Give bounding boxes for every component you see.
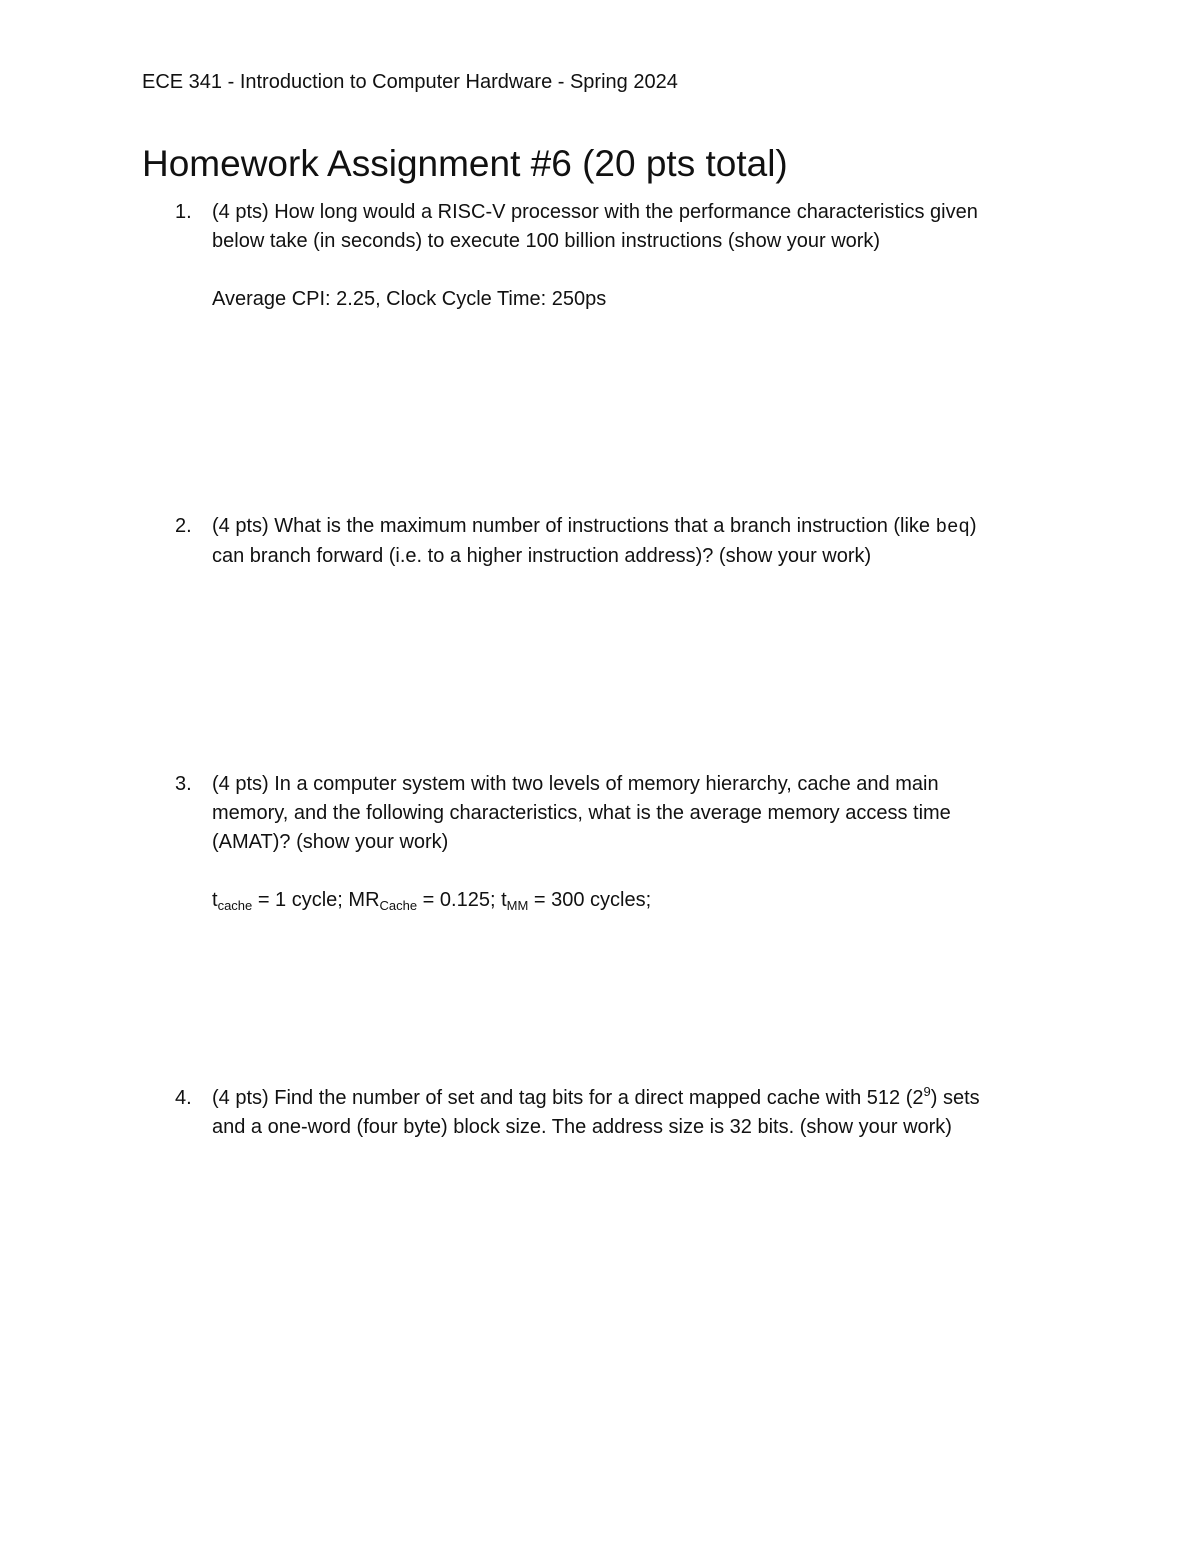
question-line (212, 512, 1072, 542)
course-header: ECE 341 - Introduction to Computer Hardware - Spring 2024 (142, 71, 678, 93)
assignment-title: Homework Assignment #6 (20 pts total) (142, 143, 788, 184)
question-line: (AMAT)? (show your work) (212, 831, 449, 853)
given-text: = 300 cycles; (528, 889, 652, 911)
question-text (212, 1084, 1072, 1142)
given-values (212, 886, 1072, 915)
question-text (212, 770, 1072, 915)
question-text (212, 512, 1072, 571)
given-text: = 1 cycle; MR (252, 889, 380, 911)
given-text: = 0.125; t (417, 889, 507, 911)
question-line (212, 1084, 1072, 1113)
question-line: can branch forward (i.e. to a higher instruction address)? (show your work) (212, 545, 872, 567)
subscript: cache (217, 898, 253, 913)
question-text-segment: (4 pts) What is the maximum number of instructions that a branch instruction (like (212, 515, 936, 537)
question-number: 2. (175, 515, 192, 537)
subscript: Cache (379, 898, 418, 913)
question-line: memory, and the following characteristics, what is the average memory access time (212, 802, 951, 824)
question-text (212, 198, 1072, 314)
question-number: 3. (175, 773, 192, 795)
question-line: and a one-word (four byte) block size. The address size is 32 bits. (show your work) (212, 1116, 952, 1138)
question-text-segment: ) (969, 515, 977, 537)
question-text-segment: (4 pts) Find the number of set and tag bits for a direct mapped cache with 512 (2 (212, 1087, 924, 1109)
given-values: Average CPI: 2.25, Clock Cycle Time: 250ps (212, 288, 607, 310)
question-line: (4 pts) How long would a RISC-V processor with the performance characteristics given (212, 201, 978, 223)
superscript: 9 (923, 1084, 931, 1099)
question-text-segment: ) sets (930, 1087, 980, 1109)
question-line: (4 pts) In a computer system with two levels of memory hierarchy, cache and main (212, 773, 939, 795)
subscript: MM (506, 898, 529, 913)
question-line: below take (in seconds) to execute 100 billion instructions (show your work) (212, 230, 881, 252)
symbol: t (212, 889, 218, 911)
question-number: 4. (175, 1087, 192, 1109)
question-number: 1. (175, 201, 192, 223)
code-snippet: beq (935, 516, 970, 538)
